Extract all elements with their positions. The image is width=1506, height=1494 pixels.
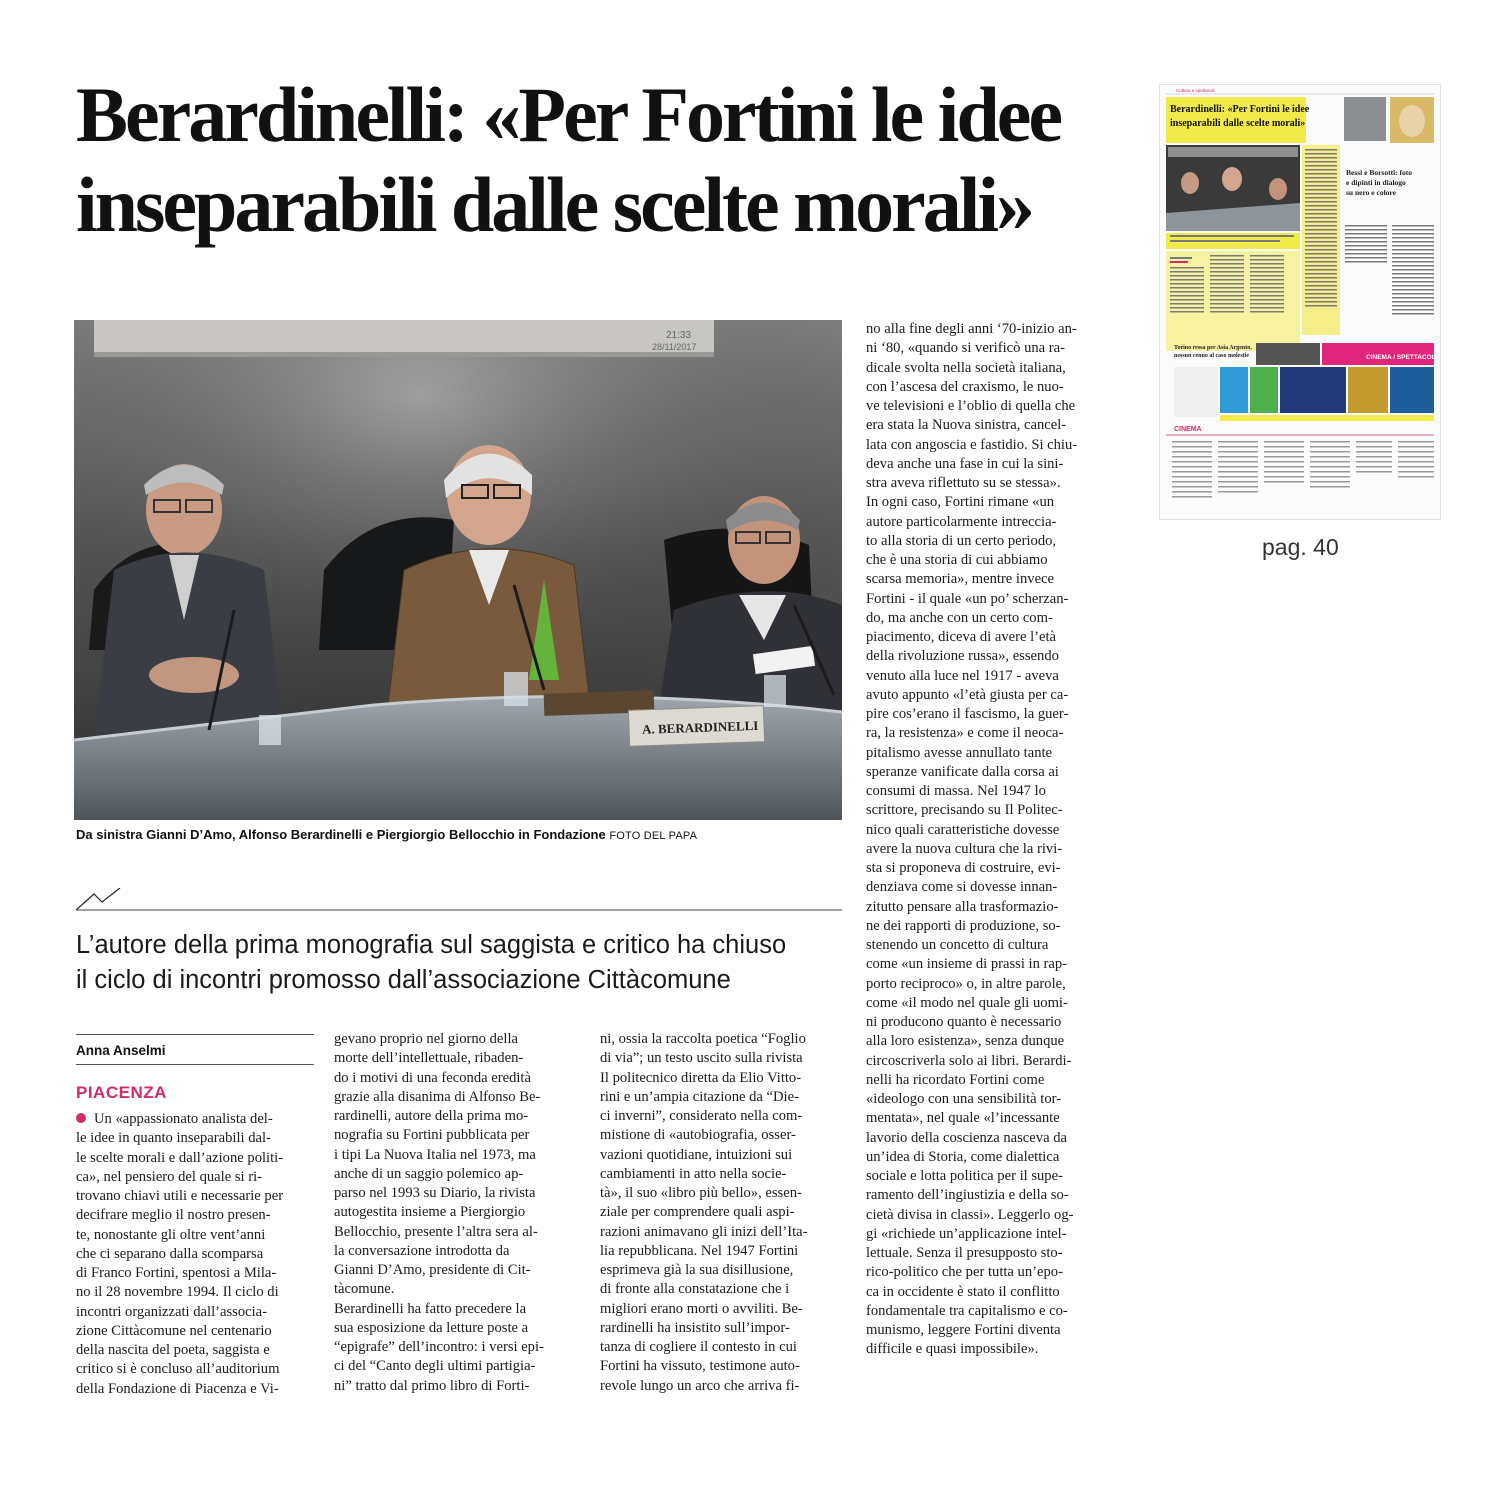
photo-illustration — [74, 320, 842, 820]
byline-rule-bottom — [76, 1064, 314, 1065]
body-line: rini e un’ampia citazione da “Die- — [600, 1088, 799, 1105]
body-line: lettuale. Senza il presupposto sto- — [866, 1245, 1063, 1261]
thumb-side-headline-1: Bessi e Borsotti: foto — [1346, 168, 1413, 177]
body-line: mistione di «autobiografia, osser- — [600, 1127, 796, 1144]
bullet-dot-icon — [76, 1113, 86, 1123]
subheadline-line-1: L’autore della prima monografia sul saggista e critico ha chiuso — [76, 931, 787, 959]
body-line: Fortini ha vissuto, testimone auto- — [600, 1358, 800, 1375]
body-line: le scelte morali e dall’azione politi- — [76, 1149, 284, 1166]
body-line: rico-politico che per tutta un’epo- — [866, 1264, 1063, 1281]
body-line: cambiamenti in atto nella socie- — [600, 1165, 787, 1182]
body-line: do i motivi di una feconda eredità — [334, 1069, 531, 1086]
body-line: autogestita insieme a Piergiorgio — [334, 1204, 526, 1221]
body-line: lia repubblicana. Nel 1947 Fortini — [600, 1242, 799, 1259]
body-line: to alla storia di un certo periodo, — [866, 532, 1057, 549]
body-line: ni, ossia la raccolta poetica “Foglio — [600, 1031, 806, 1047]
body-line: migliori erano morti o avviliti. Be- — [600, 1300, 803, 1317]
body-column-4 — [866, 320, 1108, 1360]
section-divider — [76, 888, 842, 912]
body-line: della Fondazione di Piacenza e Vi- — [76, 1380, 279, 1397]
thumb-torino-2: nessun cenno al caso molestie — [1174, 353, 1249, 359]
body-line: trovano chiavi utili e necessarie per — [76, 1188, 284, 1204]
nameplate-text: A. BERARDINELLI — [641, 717, 759, 737]
body-line: alla loro esistenza», senza dunque — [866, 1033, 1065, 1050]
body-line: rardinelli, autore della prima mo- — [334, 1108, 529, 1124]
body-line: nografia su Fortini pubblicata per — [334, 1127, 530, 1144]
body-line: mentata», nel quale «l’incessante — [866, 1110, 1060, 1127]
body-line: ca in occidente è stato il conflitto — [866, 1283, 1060, 1300]
body-line: pitalismo avesse annullato tante — [866, 744, 1053, 761]
body-line: parso nel 1993 su Diario, la rivista — [334, 1185, 536, 1201]
thumb-section: Cultura e spettacoli — [1176, 88, 1215, 93]
body-line: do, ma anche con un certo com- — [866, 609, 1053, 626]
body-line: Bellocchio, presente l’altra sera al- — [334, 1223, 538, 1240]
body-line: denziava come si dovesse innan- — [866, 879, 1058, 896]
body-line: te, nonostante gli oltre vent’anni — [76, 1226, 266, 1243]
body-line: circoscriverla solo ai libri. Berardi- — [866, 1052, 1072, 1069]
body-line: stra aveva riflettuto su se stessa». — [866, 475, 1061, 491]
body-line: sta si proponeva di costruire, evi- — [866, 860, 1061, 876]
body-line: revole lungo un arco che arriva fi- — [600, 1377, 800, 1394]
page-reference[interactable]: pag. 40 — [1262, 534, 1339, 560]
dateline: PIACENZA — [76, 1083, 167, 1102]
thumb-cinema-label: CINEMA — [1174, 426, 1202, 433]
body-line: razioni animavano gli inizi dell’Ita- — [600, 1223, 808, 1240]
body-line: tanza di cogliere il contesto in cui — [600, 1339, 797, 1355]
body-line: no il 28 novembre 1994. Il ciclo di — [76, 1284, 279, 1301]
body-line: deva anche una fase in cui la sini- — [866, 455, 1064, 472]
body-line: morte dell’intellettuale, ribaden- — [334, 1050, 524, 1067]
article-photo — [74, 320, 842, 820]
body-line: sociale e lotta politica per il supe- — [866, 1168, 1063, 1184]
headline — [76, 70, 1116, 250]
nameplate — [628, 706, 764, 747]
body-line: della nascita del poeta, saggista e — [76, 1342, 270, 1358]
subheadline-line-2: il ciclo di incontri promosso dall’associazione Cittàcomune — [76, 966, 731, 994]
body-line: pire cos’erano il fascismo, la guer- — [866, 706, 1069, 722]
body-line: lata con angoscia e fastidio. Si chiu- — [866, 436, 1078, 453]
body-line: stenendo un concetto di cultura — [866, 937, 1049, 953]
body-line: difficile e quasi impossibile». — [866, 1341, 1039, 1358]
body-line: ziale per comprendere quali aspi- — [600, 1204, 795, 1221]
body-line: porto reciproco» o, in altre parole, — [866, 975, 1066, 992]
body-line: vazioni quotidiane, intuizioni sui — [600, 1146, 793, 1163]
body-line: venuto alla luce nel 1917 - aveva — [866, 667, 1059, 684]
subheadline — [76, 928, 856, 998]
body-line: gi «richiede un’applicazione intel- — [866, 1225, 1067, 1242]
body-column-3 — [600, 1030, 848, 1396]
body-line: fondamentale tra capitalismo e co- — [866, 1302, 1068, 1319]
body-line: che è una storia di cui abbiamo — [866, 552, 1048, 568]
body-column-2 — [334, 1030, 580, 1396]
body-line: zione Cittàcomune nel centenario — [76, 1322, 272, 1339]
body-line: In ogni caso, Fortini rimane «un — [866, 494, 1055, 511]
thumb-side-headline-2: e dipinti in dialogo — [1346, 178, 1406, 187]
screen-time: 21:33 — [666, 330, 692, 341]
body-line: nico quali caratteristiche dovesse — [866, 821, 1060, 838]
byline-rule-top — [76, 1034, 314, 1035]
headline-line-2: inseparabili dalle scelte morali» — [76, 161, 1033, 248]
body-line: con l’ascesa del craxismo, le nuo- — [866, 378, 1064, 395]
body-line: gevano proprio nel giorno della — [334, 1031, 518, 1047]
photo-caption — [76, 827, 856, 842]
body-line: «ideologo con una sensibilità tor- — [866, 1091, 1062, 1107]
caption-text: Da sinistra Gianni D’Amo, Alfonso Berardinelli e Piergiorgio Bellocchio in Fondazione — [76, 827, 606, 842]
body-line: munismo, leggere Fortini diventa — [866, 1322, 1061, 1338]
body-line: era stata la Nuova sinistra, cancel- — [866, 417, 1067, 434]
thumb-torino-1: Torino ressa per Asia Argento, — [1174, 345, 1252, 351]
screen-date: 28/11/2017 — [652, 342, 697, 352]
body-line: Un «appassionato analista del- — [76, 1110, 316, 1129]
body-line: autore particolarmente intreccia- — [866, 513, 1057, 530]
body-line: esprimeva già la sua disillusione, — [600, 1262, 794, 1278]
body-line: ni ‘80, «quando si verificò una ra- — [866, 340, 1065, 357]
body-line: come «un insieme di prassi in rap- — [866, 956, 1068, 973]
caption-credit: FOTO DEL PAPA — [609, 830, 698, 842]
body-line: ne dei rapporti di produzione, so- — [866, 917, 1061, 934]
body-line: ni producono quanto è necessario — [866, 1014, 1062, 1030]
body-line: della rivoluzione russa», essendo — [866, 648, 1059, 665]
body-line: come «il modo nel quale gli uomi- — [866, 994, 1068, 1011]
body-line: di via”; un testo uscito sulla rivista — [600, 1050, 803, 1067]
body-line: scarsa memoria», mentre invece — [866, 571, 1055, 588]
body-line: tà», il suo «libro più bello», essen- — [600, 1185, 802, 1201]
body-line: Fortini - il quale «un po’ scherzan- — [866, 590, 1069, 607]
body-line: i tipi La Nuova Italia nel 1973, ma — [334, 1146, 536, 1163]
body-line: critico si è concluso all’auditorium — [76, 1361, 280, 1378]
body-line: Berardinelli ha fatto precedere la — [334, 1300, 527, 1317]
body-line: incontri organizzati dall’associa- — [76, 1303, 267, 1320]
thumb-banner: CINEMA / SPETTACOLI — [1366, 354, 1438, 361]
body-line: un’idea di Storia, come dialettica — [866, 1148, 1060, 1165]
body-line: ci del “Canto degli ultimi partigia- — [334, 1358, 536, 1375]
body-line: speranze vanificate dalla corsa ai — [866, 763, 1059, 780]
body-column-1 — [76, 1110, 316, 1399]
page-thumbnail-preview — [1160, 85, 1440, 519]
body-line: anche di un saggio polemico ap- — [334, 1165, 524, 1182]
body-line: ramento dell’ingiustizia e della so- — [866, 1187, 1069, 1204]
body-line: la conversazione introdotta da — [334, 1242, 510, 1259]
headline-line-1: Berardinelli: «Per Fortini le idee — [76, 71, 1060, 158]
body-line: consumi di massa. Nel 1947 lo — [866, 783, 1046, 799]
body-line: decifrare meglio il nostro presen- — [76, 1207, 271, 1224]
body-line: sua esposizione da letture poste a — [334, 1319, 529, 1336]
thumb-side-headline-3: su nero e colore — [1346, 188, 1396, 197]
body-line: le idee in quanto inseparabili dal- — [76, 1130, 271, 1147]
body-line: tàcomune. — [334, 1281, 395, 1298]
body-line: no alla fine degli anni ‘70-inizio an- — [866, 321, 1077, 337]
body-line: rardinelli ha insistito sull’impor- — [600, 1319, 790, 1336]
body-line: ca», nel pensiero del quale si ri- — [76, 1168, 262, 1185]
body-line: avuto appunto «l’età giusta per ca- — [866, 686, 1069, 703]
body-line: ve televisioni e l’oblio di quella che — [866, 398, 1076, 414]
body-line: di fronte alla constatazione che i — [600, 1281, 790, 1298]
body-line: Il politecnico diretta da Elio Vitto- — [600, 1069, 802, 1086]
body-line: ci inverni”, considerato nella com- — [600, 1108, 803, 1124]
body-line: scrittore, precisando su Il Politec- — [866, 802, 1063, 819]
body-line: ni” tratto dal primo libro di Forti- — [334, 1377, 530, 1394]
page-thumbnail[interactable] — [1159, 84, 1441, 520]
body-line: di Franco Fortini, spentosi a Mila- — [76, 1265, 277, 1281]
body-line: dicale svolta nella società italiana, — [866, 359, 1066, 376]
body-line: avere la nuova cultura che la rivi- — [866, 840, 1063, 857]
body-line: ra, la resistenza» e come il neoca- — [866, 725, 1064, 742]
body-line: lavorio della coscienza nasceva da — [866, 1129, 1067, 1146]
thumb-headline-1: Berardinelli: «Per Fortini le idee — [1170, 104, 1310, 115]
body-line: nelli ha ricordato Fortini come — [866, 1071, 1045, 1088]
body-line: zitutto pensare alla trasformazio- — [866, 898, 1059, 915]
byline: Anna Anselmi — [76, 1043, 166, 1058]
body-line: grazie alla disanima di Alfonso Be- — [334, 1088, 541, 1105]
body-line: “epigrafe” dell’incontro: i versi epi- — [334, 1339, 544, 1355]
body-line: che ci separano dalla scomparsa — [76, 1245, 264, 1262]
body-line: cietà divisa in classi». Leggerlo og- — [866, 1206, 1074, 1223]
body-line: piacimento, diceva di avere l’età — [866, 629, 1057, 645]
body-line: Gianni D’Amo, presidente di Cit- — [334, 1262, 531, 1278]
thumb-headline-2: inseparabili dalle scelte morali» — [1170, 118, 1306, 129]
